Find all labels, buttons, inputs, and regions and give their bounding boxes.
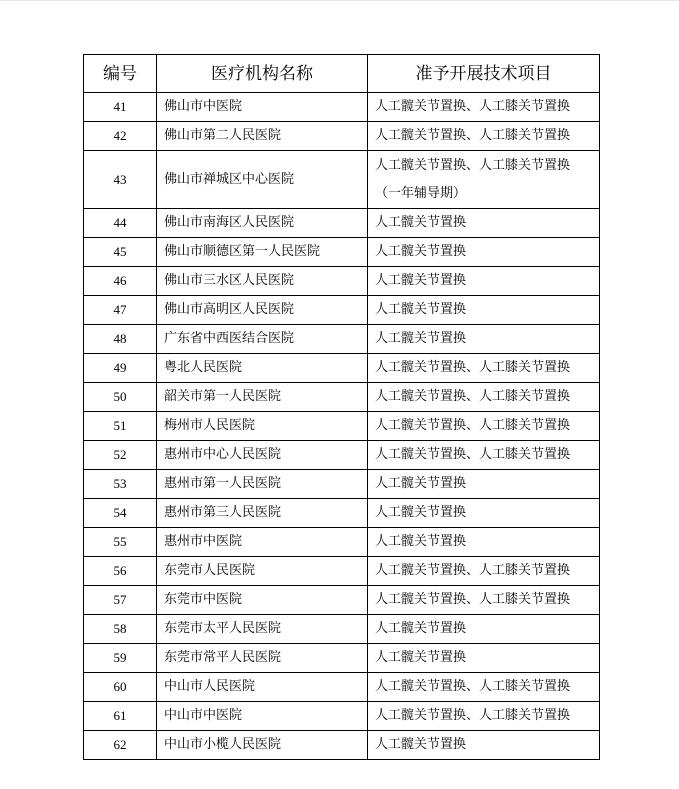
- table-row: [84, 412, 600, 441]
- table-row: [84, 470, 600, 499]
- row-number: 42: [84, 122, 157, 151]
- technology-text: 人工髋关节置换: [375, 273, 467, 288]
- table-row: [84, 644, 600, 673]
- institution-table: [83, 54, 600, 760]
- approved-technology: [368, 644, 600, 673]
- institution-name: 广东省中西医结合医院: [157, 325, 368, 354]
- approved-technology: [368, 528, 600, 557]
- approved-technology: [368, 296, 600, 325]
- institution-name: 梅州市人民医院: [157, 412, 368, 441]
- table-row: [84, 296, 600, 325]
- institution-name: 佛山市三水区人民医院: [157, 267, 368, 296]
- technology-text: 人工髋关节置换、人工膝关节置换: [375, 592, 571, 607]
- table-row: [84, 209, 600, 238]
- row-number: 48: [84, 325, 157, 354]
- row-number: 60: [84, 673, 157, 702]
- approved-technology: [368, 93, 600, 122]
- header-institution-name: 医疗机构名称: [157, 55, 368, 93]
- row-number: 44: [84, 209, 157, 238]
- institution-name: 韶关市第一人民医院: [157, 383, 368, 412]
- table-row: [84, 557, 600, 586]
- approved-technology: [368, 702, 600, 731]
- table-row: [84, 673, 600, 702]
- institution-name: 中山市人民医院: [157, 673, 368, 702]
- row-number: 50: [84, 383, 157, 412]
- table-row: [84, 383, 600, 412]
- technology-text: 人工髋关节置换: [375, 650, 467, 665]
- institution-name: 惠州市第一人民医院: [157, 470, 368, 499]
- technology-text: 人工髋关节置换: [375, 302, 467, 317]
- technology-text: 人工髋关节置换: [375, 476, 467, 491]
- row-number: 49: [84, 354, 157, 383]
- page-top-border: [0, 0, 679, 1]
- table-row: [84, 499, 600, 528]
- row-number: 55: [84, 528, 157, 557]
- approved-technology: [368, 151, 600, 209]
- approved-technology: [368, 586, 600, 615]
- institution-name: 东莞市常平人民医院: [157, 644, 368, 673]
- approved-technology: [368, 209, 600, 238]
- institution-name: 佛山市中医院: [157, 93, 368, 122]
- technology-text: 人工髋关节置换: [375, 534, 467, 549]
- technology-text: 人工髋关节置换: [375, 215, 467, 230]
- approved-technology: [368, 122, 600, 151]
- approved-technology: [368, 470, 600, 499]
- approved-technology: [368, 325, 600, 354]
- institution-name: 东莞市人民医院: [157, 557, 368, 586]
- table-row: [84, 325, 600, 354]
- institution-name: 佛山市第二人民医院: [157, 122, 368, 151]
- approved-technology: [368, 499, 600, 528]
- technology-text: 人工髋关节置换、人工膝关节置换: [375, 128, 571, 143]
- technology-text: 人工髋关节置换、人工膝关节置换: [375, 447, 571, 462]
- technology-text: 人工髋关节置换、人工膝关节置换: [375, 679, 571, 694]
- institution-name: 东莞市中医院: [157, 586, 368, 615]
- technology-text: 人工髋关节置换: [375, 737, 467, 752]
- technology-text: 人工髋关节置换、人工膝关节置换: [375, 418, 571, 433]
- technology-text: 人工髋关节置换、人工膝关节置换: [375, 563, 571, 578]
- institution-name: 佛山市高明区人民医院: [157, 296, 368, 325]
- technology-note: （一年辅导期）: [375, 185, 467, 201]
- header-number: 编号: [84, 55, 157, 93]
- institution-name: 中山市中医院: [157, 702, 368, 731]
- row-number: 54: [84, 499, 157, 528]
- technology-text: 人工髋关节置换: [375, 505, 467, 520]
- table-row: [84, 151, 600, 209]
- approved-technology: [368, 731, 600, 760]
- approved-technology: [368, 383, 600, 412]
- table-row: [84, 354, 600, 383]
- institution-name: 惠州市第三人民医院: [157, 499, 368, 528]
- institution-name: 惠州市中心人民医院: [157, 441, 368, 470]
- table-row: [84, 586, 600, 615]
- row-number: 56: [84, 557, 157, 586]
- approved-technology: [368, 615, 600, 644]
- approved-technology: [368, 557, 600, 586]
- table-row: [84, 238, 600, 267]
- row-number: 53: [84, 470, 157, 499]
- row-number: 47: [84, 296, 157, 325]
- table-row: [84, 122, 600, 151]
- technology-text: 人工髋关节置换、人工膝关节置换: [375, 157, 571, 173]
- institution-name: 佛山市南海区人民医院: [157, 209, 368, 238]
- technology-text: 人工髋关节置换、人工膝关节置换: [375, 389, 571, 404]
- row-number: 58: [84, 615, 157, 644]
- institution-name: 惠州市中医院: [157, 528, 368, 557]
- institution-name: 中山市小榄人民医院: [157, 731, 368, 760]
- technology-text: 人工髋关节置换、人工膝关节置换: [375, 99, 571, 114]
- row-number: 45: [84, 238, 157, 267]
- technology-text: 人工髋关节置换: [375, 331, 467, 346]
- table-row: [84, 267, 600, 296]
- approved-technology: [368, 238, 600, 267]
- table-row: [84, 93, 600, 122]
- table-row: [84, 615, 600, 644]
- approved-technology: [368, 673, 600, 702]
- row-number: 51: [84, 412, 157, 441]
- table-body: [84, 93, 600, 760]
- row-number: 62: [84, 731, 157, 760]
- table-row: [84, 441, 600, 470]
- institution-name: 佛山市顺德区第一人民医院: [157, 238, 368, 267]
- technology-text: 人工髋关节置换、人工膝关节置换: [375, 360, 571, 375]
- institution-name: 佛山市禅城区中心医院: [157, 151, 368, 209]
- table-row: [84, 731, 600, 760]
- technology-text: 人工髋关节置换: [375, 621, 467, 636]
- approved-technology: [368, 354, 600, 383]
- row-number: 61: [84, 702, 157, 731]
- institution-name: 粤北人民医院: [157, 354, 368, 383]
- technology-text: 人工髋关节置换: [375, 244, 467, 259]
- institution-name: 东莞市太平人民医院: [157, 615, 368, 644]
- row-number: 43: [84, 151, 157, 209]
- technology-text: 人工髋关节置换、人工膝关节置换: [375, 708, 571, 723]
- header-approved-technology: 准予开展技术项目: [368, 55, 600, 93]
- row-number: 57: [84, 586, 157, 615]
- approved-technology: [368, 441, 600, 470]
- table-row: [84, 528, 600, 557]
- row-number: 46: [84, 267, 157, 296]
- row-number: 41: [84, 93, 157, 122]
- approved-technology: [368, 412, 600, 441]
- table-header-row: [84, 55, 600, 93]
- row-number: 59: [84, 644, 157, 673]
- row-number: 52: [84, 441, 157, 470]
- approved-technology: [368, 267, 600, 296]
- table-row: [84, 702, 600, 731]
